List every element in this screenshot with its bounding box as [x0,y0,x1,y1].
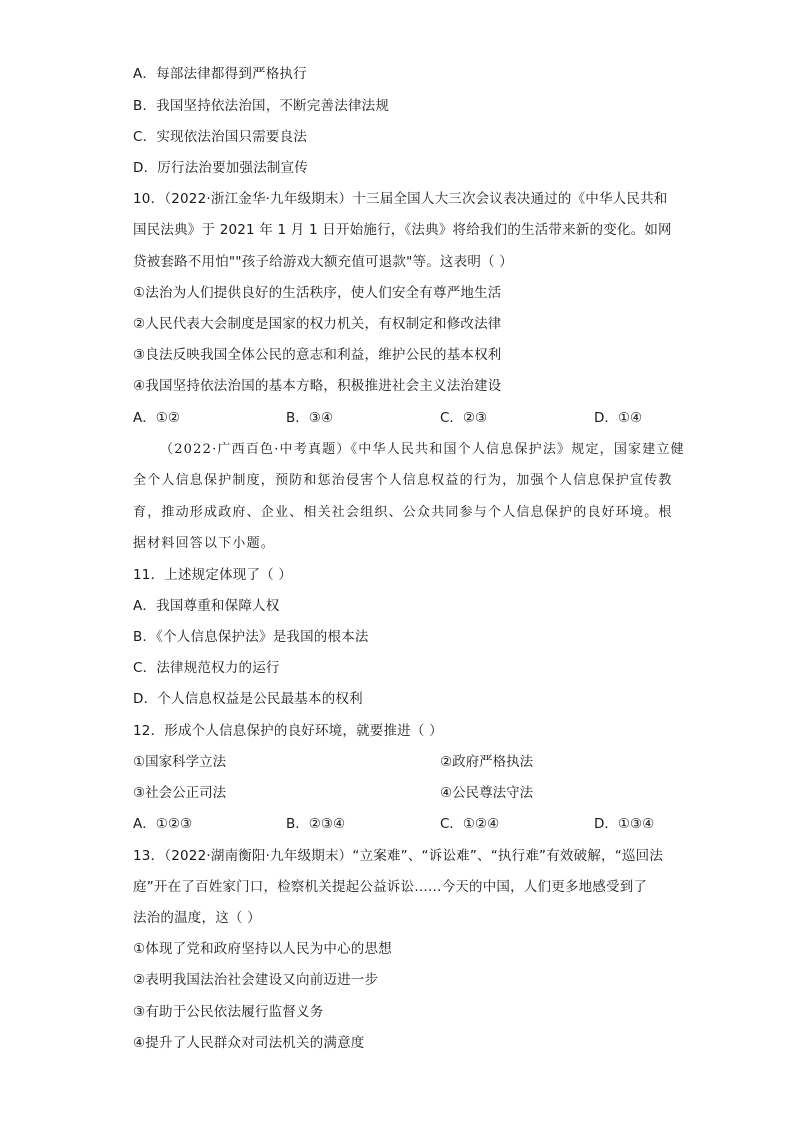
q10-statement-3: ③良法反映我国全体公民的意志和利益，维护公民的基本权利 [133,347,502,363]
q11-option-d: D．个人信息权益是公民最基本的权利 [133,691,363,707]
q13-stem-line1: 13．（2022·湖南衡阳·九年级期末）“立案难”、“诉讼难”、“执行难”有效破解，“巡回法 [133,848,664,864]
q12-statement-2: ②政府严格执法 [440,754,534,770]
q10-choice-a: A．①② [133,410,180,426]
q10-stem-line2: 国民法典》于 2021 年 1 月 1 日开始施行，《法典》将给我们的生活带来新的变化。如网 [133,222,672,238]
material-line1: （2022·广西百色·中考真题）《中华人民共和国个人信息保护法》规定，国家建立健 [160,442,685,457]
q10-statement-1: ①法治为人们提供良好的生活秩序，使人们安全有尊严地生活 [133,285,502,301]
q13-statement-4: ④提升了人民群众对司法机关的满意度 [133,1035,365,1051]
q9-option-a: A．每部法律都得到严格执行 [133,66,307,82]
q10-choice-b: B．③④ [286,410,333,426]
q13-stem-line2: 庭”开在了百姓家门口，检察机关提起公益诉讼……今天的中国，人们更多地感受到了 [133,879,648,895]
q12-statement-4: ④公民尊法守法 [440,785,534,801]
q12-choice-c: C．①②④ [440,816,500,832]
q13-stem-line3: 法治的温度，这（ ） [133,910,261,926]
q11-option-c: C．法律规范权力的运行 [133,660,280,676]
q11-option-b: B．《个人信息保护法》是我国的根本法 [133,629,369,645]
q13-statement-3: ③有助于公民依法履行监督义务 [133,1004,324,1020]
q10-choice-c: C．②③ [440,410,488,426]
material-line4: 据材料回答以下小题。 [133,536,276,551]
material-line2: 全个人信息保护制度，预防和惩治侵害个人信息权益的行为，加强个人信息保护宣传教 [133,473,673,488]
q13-statement-2: ②表明我国法治社会建设又向前迈进一步 [133,972,379,988]
q12-stem: 12．形成个人信息保护的良好环境，就要推进（ ） [133,723,443,739]
q10-choice-d: D．①④ [594,410,643,426]
q9-option-c: C．实现依法治国只需要良法 [133,129,308,145]
q13-statement-1: ①体现了党和政府坚持以人民为中心的思想 [133,941,392,957]
q9-option-d: D．厉行法治要加强法制宣传 [133,160,308,176]
q11-option-a: A．我国尊重和保障人权 [133,598,280,614]
q10-statement-2: ②人民代表大会制度是国家的权力机关，有权制定和修改法律 [133,316,502,332]
q10-stem-line1: 10．（2022·浙江金华·九年级期末）十三届全国人大三次会议表决通过的《中华人民共和 [133,191,668,207]
q10-stem-line3: 贷被套路不用怕""孩子给游戏大额充值可退款"等。这表明（ ） [133,254,513,270]
material-line3: 育，推动形成政府、企业、相关社会组织、公众共同参与个人信息保护的良好环境。根 [133,505,673,520]
q11-stem: 11．上述规定体现了（ ） [133,567,293,583]
q12-choice-a: A．①②③ [133,816,193,832]
q10-statement-4: ④我国坚持依法治国的基本方略，积极推进社会主义法治建设 [133,378,502,394]
q12-choice-d: D．①③④ [594,816,655,832]
q9-option-b: B．我国坚持依法治国，不断完善法律法规 [133,98,390,114]
q12-statement-1: ①国家科学立法 [133,754,227,770]
q12-statement-3: ③社会公正司法 [133,785,227,801]
q12-choice-b: B．②③④ [286,816,346,832]
